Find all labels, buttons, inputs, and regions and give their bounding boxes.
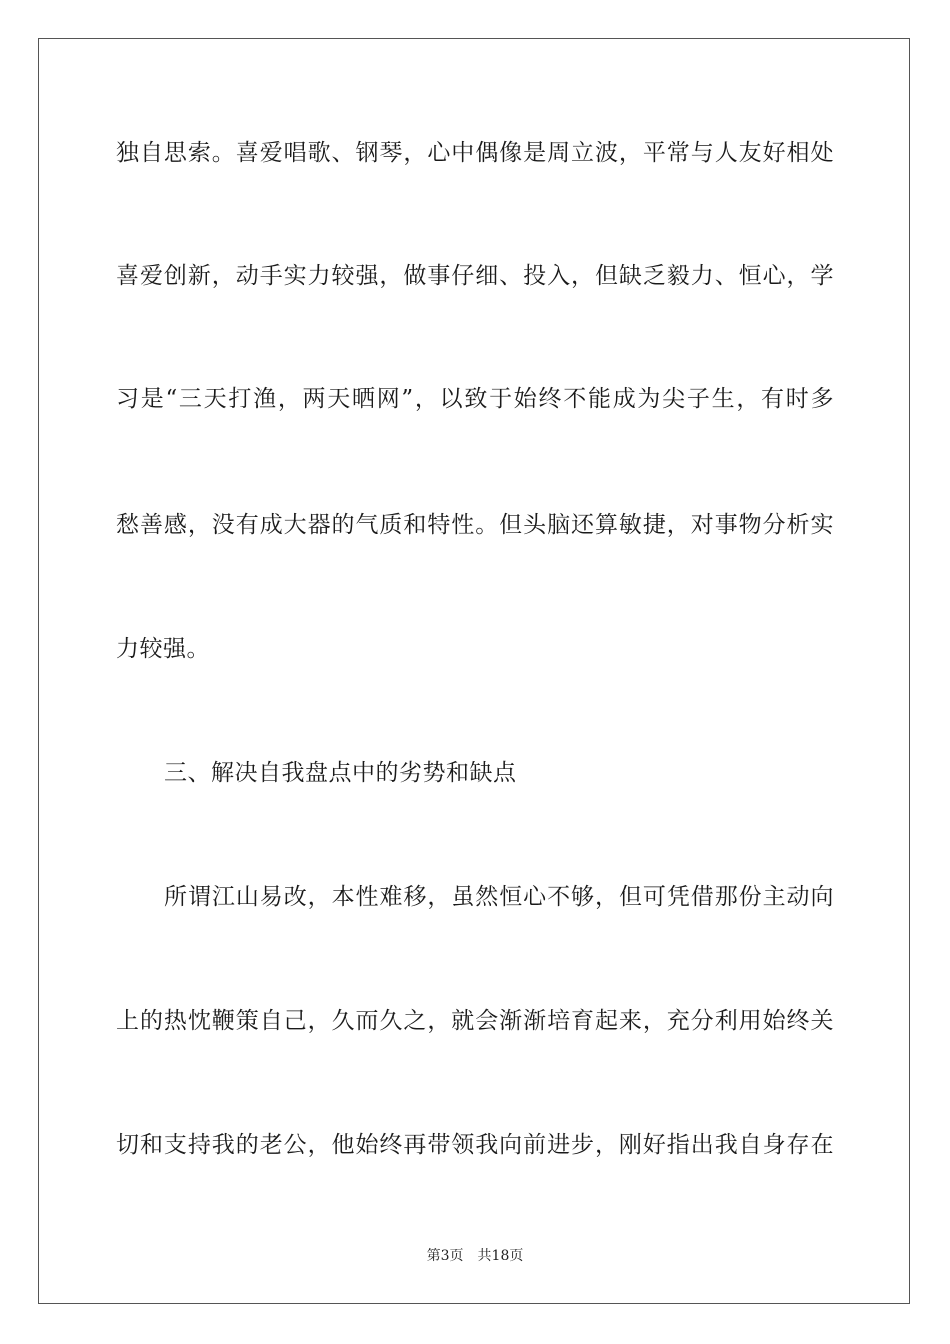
body-text-line: 力较强。 [116,636,210,662]
body-text-line: 愁善感，没有成大器的气质和特性。但头脑还算敏捷，对事物分析实 [116,512,834,538]
body-text-line: 所谓江山易改，本性难移，虽然恒心不够，但可凭借那份主动向 [164,884,834,910]
body-text-line: 切和支持我的老公，他始终再带领我向前进步，刚好指出我自身存在 [116,1132,834,1158]
body-text-line: 喜爱创新，动手实力较强，做事仔细、投入，但缺乏毅力、恒心，学 [116,263,834,289]
section-heading: 三、解决自我盘点中的劣势和缺点 [164,760,517,786]
page-total: 共18页 [477,1248,524,1264]
page-footer [0,1247,950,1265]
body-text-line: 习是“三天打渔，两天晒网”，以致于始终不能成为尖子生，有时多 [116,386,834,412]
body-text-line: 上的热忱鞭策自己，久而久之，就会渐渐培育起来，充分利用始终关 [116,1008,834,1034]
body-text-line: 独自思索。喜爱唱歌、钢琴，心中偶像是周立波，平常与人友好相处 [116,140,834,166]
page-number: 第3页 [426,1248,464,1264]
page-border [38,38,910,1304]
